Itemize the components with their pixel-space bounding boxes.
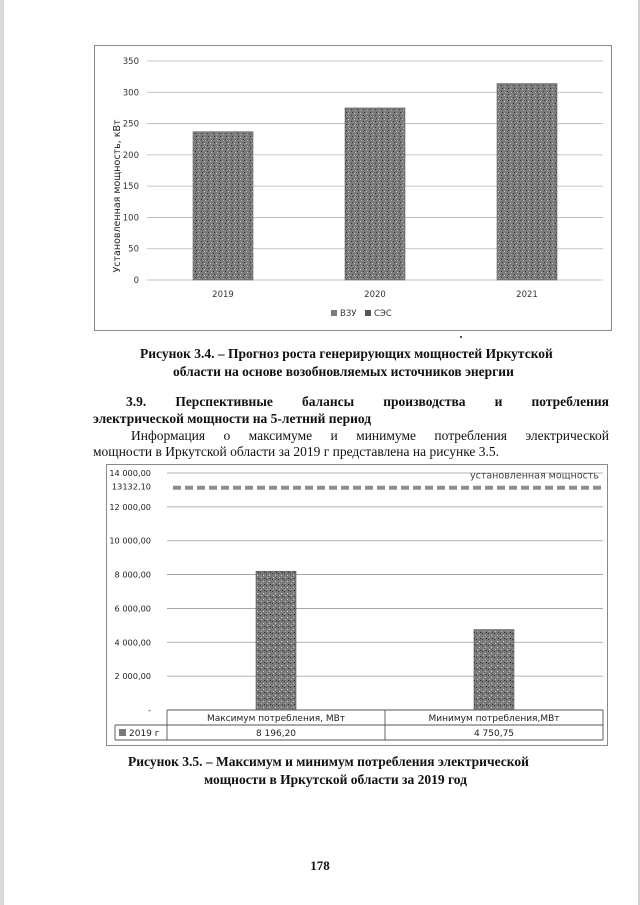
chart-2-ytick-label: 8 000,00 [114,569,151,580]
legend-swatch-ses [365,310,371,316]
data-table-header-cell: Минимум потребления,МВт [428,714,560,724]
chart-1-ytick-label: 50 [128,244,139,255]
paragraph-word: максимуме [248,428,313,443]
chart-1-ytick-label: 100 [122,213,139,224]
chart-2-ytick-label: 12 000,00 [109,501,151,512]
paragraph-line1 [93,428,609,444]
section-word: производства [383,394,466,409]
section-word: балансы [301,394,355,409]
chart-1-bar-vzu [497,84,557,280]
chart-2-ytick-label: 4 000,00 [114,637,151,648]
chart-1-svg [95,46,611,330]
body-paragraph [93,428,609,460]
figure-3-4-caption-line1: Рисунок 3.4. – Прогноз роста генерирующих мощностей Иркутской [140,346,553,361]
paragraph-word: Информация [131,428,206,443]
section-word: и [494,394,503,409]
chart-1-xtick-label: 2021 [516,290,538,300]
chart-1-xtick-label: 2020 [364,290,386,300]
chart-2-reference-label: установленная мощность [469,470,599,482]
scan-edge-left [0,0,4,905]
data-table-header-cell: Максимум потребления, МВт [206,714,346,724]
chart-2-frame [106,464,608,746]
legend-label-vzu: ВЗУ [340,309,357,319]
section-heading [93,393,609,427]
section-word: Перспективные [175,394,273,409]
page-number: 178 [310,858,330,873]
section-word: потребления [531,394,609,409]
figure-3-4-caption-line2: области на основе возобновляемых источников энергии [173,364,514,379]
chart-1-frame [94,45,612,331]
figure-3-5-caption [128,753,608,789]
chart-2-ytick-label: 10 000,00 [109,535,151,546]
paragraph-line2: мощности в Иркутской области за 2019 г представлена на рисунке 3.5. [93,444,500,459]
paragraph-word: минимуме [356,428,417,443]
section-heading-line2: электрической мощности на 5-летний период [93,411,372,426]
paragraph-word: электрической [525,428,609,443]
data-table-series-label: 2019 г [129,729,160,739]
data-table-value-cell: 8 196,20 [255,729,297,739]
legend-label-ses: СЭС [374,309,392,319]
chart-2-ytick-label: 14 000,00 [109,468,151,478]
data-table-legend-swatch [119,729,126,736]
paragraph-word: о [223,428,231,443]
chart-2-svg [107,465,607,745]
chart-1-bar-vzu [345,108,405,280]
chart-1-bar-vzu [193,132,253,280]
chart-2-ytick-label: 2 000,00 [114,671,151,682]
data-table-value-cell: 4 750,75 [473,729,515,739]
chart-2-bar [474,630,514,710]
paragraph-word: и [330,428,338,443]
scan-speck [460,336,462,338]
chart-2-ytick-label: 6 000,00 [114,603,151,614]
chart-1-ytick-label: 200 [122,150,139,161]
chart-1-ylabel: Установленная мощность, кВт [112,119,123,273]
chart-1-ytick-label: 150 [122,182,139,193]
figure-3-5-caption-line2: мощности в Иркутской области за 2019 год [204,772,467,787]
chart-1-ytick-label: 300 [122,88,139,99]
chart-2-reference-value: 13132,10 [111,481,151,492]
chart-1-ytick-label: 250 [122,119,139,130]
paragraph-word: потребления [434,428,507,443]
chart-1-ytick-label: 0 [133,276,139,286]
chart-2-ytick-label: - [148,705,151,715]
section-number: 3.9. [126,394,147,409]
figure-3-5-caption-line1: Рисунок 3.5. – Максимум и минимум потребления электрической [128,754,529,769]
chart-1-ytick-label: 350 [122,57,139,67]
figure-3-4-caption [140,345,620,381]
chart-2-bar [256,571,296,710]
legend-swatch-vzu [331,310,337,316]
chart-1-xtick-label: 2019 [212,290,234,300]
section-heading-line1 [93,393,609,410]
chart-1-legend [331,309,392,319]
